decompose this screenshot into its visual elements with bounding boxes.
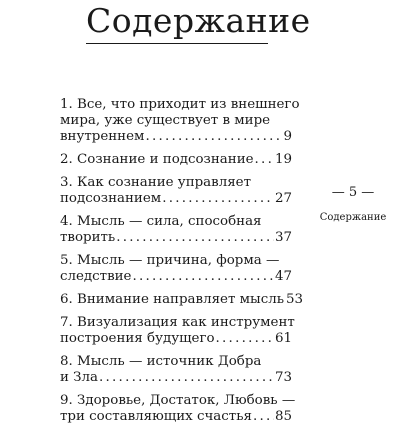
toc-entry-text: 7. Визуализация как инструмент xyxy=(60,315,295,330)
toc-entry-text: 3. Как сознание управляет xyxy=(60,175,251,190)
toc-page-number: 73 xyxy=(274,370,292,385)
toc-page-number: 9 xyxy=(283,129,292,144)
toc-entry xyxy=(60,253,292,285)
dot-leader xyxy=(116,230,274,246)
dot-leader xyxy=(99,370,274,386)
toc-entry-text: 8. Мысль — источник Добра xyxy=(60,354,262,369)
toc-page-number: 85 xyxy=(274,409,292,424)
toc-entry-text: 1. Все, что приходит из внешнего xyxy=(60,97,300,112)
toc-page-number: 53 xyxy=(286,292,304,307)
toc-entry-last-line xyxy=(60,292,304,308)
toc-entry xyxy=(60,315,295,347)
dot-leader xyxy=(216,331,274,347)
toc-entry-text: следствие xyxy=(60,269,132,284)
toc-entry-text: 2. Сознание и подсознание xyxy=(60,152,254,167)
toc-entry-text: 9. Здоровье, Достаток, Любовь — xyxy=(60,393,296,408)
toc-entry-last-line xyxy=(60,331,292,347)
dot-leader xyxy=(145,129,282,145)
running-head: Содержание xyxy=(319,212,387,223)
dot-leader xyxy=(253,409,274,425)
page-number-folio: — 5 — xyxy=(331,185,375,200)
toc-page-number: 47 xyxy=(274,269,292,284)
toc-entry-text: 6. Внимание направляет мысль xyxy=(60,292,284,307)
toc-entry xyxy=(60,292,304,308)
toc-entry xyxy=(60,152,292,168)
toc-entry-text: внутреннем xyxy=(60,129,145,144)
toc-entry xyxy=(60,214,292,246)
toc-entry-last-line xyxy=(60,129,292,145)
toc-entry xyxy=(60,97,300,145)
page-title: Содержание xyxy=(86,1,311,40)
toc-entry-last-line xyxy=(60,152,292,168)
toc-entry-last-line xyxy=(60,269,292,285)
toc-entry-text: мира, уже существует в мире xyxy=(60,113,271,128)
toc-entry-last-line xyxy=(60,409,292,425)
toc-page-number: 61 xyxy=(274,331,292,346)
toc-entry xyxy=(60,393,296,425)
toc-entry-last-line xyxy=(60,191,292,207)
toc-entry-text: три составляющих счастья xyxy=(60,409,252,424)
toc-entry xyxy=(60,175,292,207)
toc-entry-text: построения будущего xyxy=(60,331,215,346)
toc-page-number: 37 xyxy=(274,230,292,245)
toc-entry-text: подсознанием xyxy=(60,191,162,206)
toc-entry-text: и Зла xyxy=(60,370,99,385)
toc-entry-text: творить xyxy=(60,230,116,245)
toc-page-number: 27 xyxy=(274,191,292,206)
toc-entry-last-line xyxy=(60,370,292,386)
dot-leader xyxy=(132,269,273,285)
toc-entry-text: 4. Мысль — сила, способная xyxy=(60,214,262,229)
toc-entry-text: 5. Мысль — причина, форма — xyxy=(60,253,280,268)
toc-entry-last-line xyxy=(60,230,292,246)
toc-page-number: 19 xyxy=(274,152,292,167)
dot-leader xyxy=(255,152,274,168)
table-of-contents xyxy=(60,97,304,432)
title-underline xyxy=(86,43,268,44)
toc-entry xyxy=(60,354,292,386)
dot-leader xyxy=(162,191,274,207)
